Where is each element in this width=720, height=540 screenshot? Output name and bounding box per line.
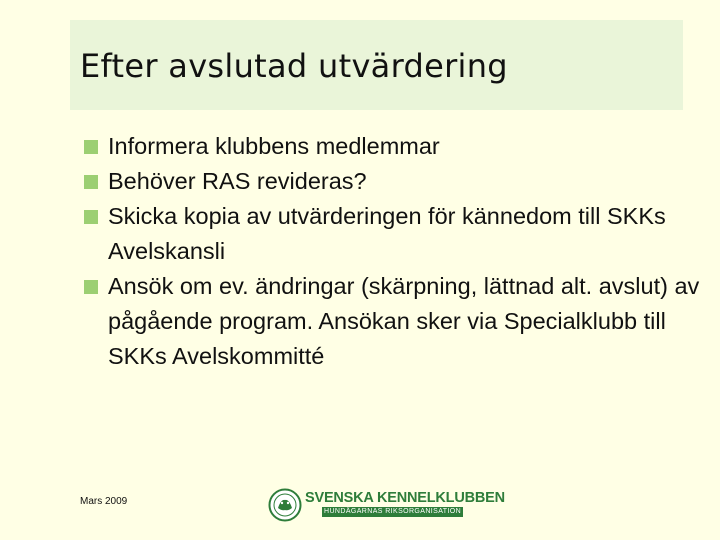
bullet-list — [84, 129, 704, 374]
square-bullet-icon — [84, 280, 98, 294]
title-box — [70, 20, 683, 110]
kennel-club-emblem-icon — [268, 488, 302, 522]
footer-date: Mars 2009 — [80, 496, 128, 507]
logo-subtitle: HUNDÄGARNAS RIKSORGANISATION — [324, 508, 462, 515]
bullet-text: Behöver RAS revideras? — [108, 168, 367, 194]
bullet-text: Skicka kopia av utvärderingen för kännedom till SKKs Avelskansli — [108, 203, 666, 264]
bullet-item — [84, 199, 704, 269]
kennel-club-logo — [268, 488, 505, 522]
square-bullet-icon — [84, 210, 98, 224]
bullet-item — [84, 269, 704, 374]
bullet-text: Informera klubbens medlemmar — [108, 133, 440, 159]
logo-name: SVENSKA KENNELKLUBBEN — [305, 490, 505, 506]
bullet-text: Ansök om ev. ändringar (skärpning, lättnad alt. avslut) av pågående program. Ansökan sker via Specialklubb till SKKs Avelskommitté — [108, 273, 700, 369]
slide-title: Efter avslutad utvärdering — [80, 47, 508, 85]
square-bullet-icon — [84, 140, 98, 154]
square-bullet-icon — [84, 175, 98, 189]
bullet-item — [84, 164, 704, 199]
bullet-item — [84, 129, 704, 164]
